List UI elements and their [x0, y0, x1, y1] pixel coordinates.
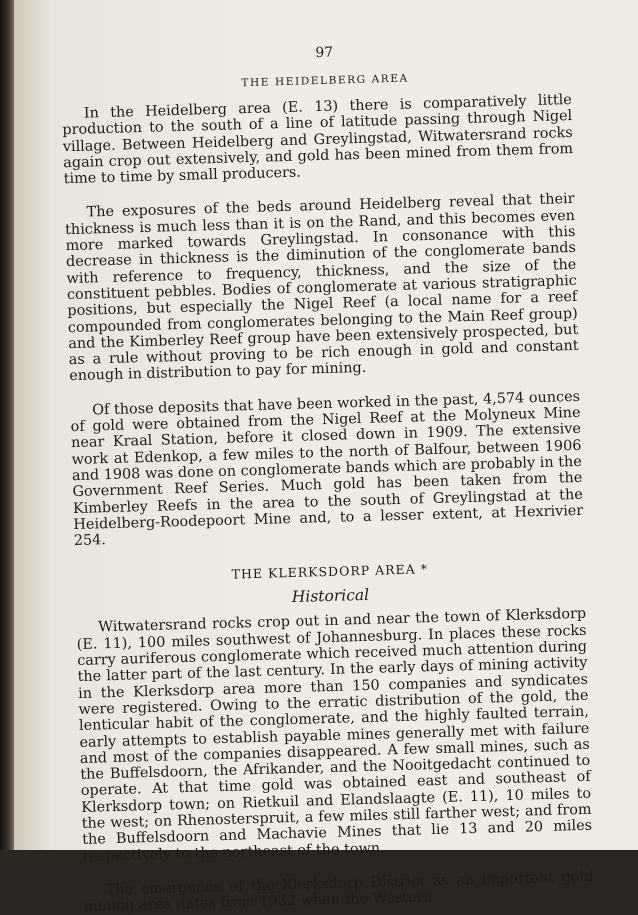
section-heading-heidelberg: THE HEIDELBERG AREA [241, 72, 409, 90]
klerksdorp-paragraph-1: Witwatersrand rocks crop out in and near the town of Klerksdorp (E. 11), 100 miles southwest of Johannesburg. In places these rocks carry auriferous conglomerate which received much attention during the latter part of the last century. In the early days of mining activity in the Klerksdorp area more than 150 companies and syndicates were registered. Owing to the erratic distribution of the gold, the lenticular habit of the conglomerate, and the highly faulted terrain, early attempts to establish payable mines generally met with failure and most of the companies disappeared. A few small mines, such as the Buffelsdoorn, the Afrikander, and the Nooitgedacht continued to operate. At that time gold was obtained east and southeast of Klerksdorp town; on Rietkuil and Elandslaagte (E. 11), 10 miles to the west; on Rhenosterspruit, a few miles still farther west; and from the Buffelsdoorn and Machavie Mines that lie 13 and 20 miles respectively to the northeast of the town. [76, 606, 593, 865]
klerksdorp-paragraph-2: The emergence of the Klerksdorp District as an important gold mining area dates from 1932 when the Western [83, 868, 594, 915]
section-heading-klerksdorp: THE KLERKSDORP AREA * [231, 561, 429, 583]
page-content [60, 38, 594, 915]
heidelberg-paragraph-2: The exposures of the beds around Heidelberg reveal that their thickness is much less than it is on the Rand, and this becomes even more marked towards Greylingstad. In consonance with this decrease in thickness is the diminution of the conglomerate bands with reference to frequency, thickness, and the size of the constituent pebbles. Bodies of conglomerate at various stratigraphic positions, but especially the Nigel Reef (a local name for a reef compounded from conglomerates belonging to the Main Reef group) and the Kimberley Reef group have been extensively prospected, but as a rule without proving to be rich enough in gold and constant enough in distribution to pay for mining. [64, 191, 579, 385]
book-page [14, 0, 638, 915]
heidelberg-paragraph-3: Of those deposits that have been worked in the past, 4,574 ounces of gold were obtained from the Nigel Reef at the Molyneux Mine near Kraal Station, before it closed down in 1909. The extensive work at Edenkop, a few miles to the north of Balfour, between 1906 and 1908 was done on conglomerate bands which are probably in the Government Reef Series. Much gold has been taken from the Kimberley Reefs in the area to the south of Greylingstad at the Heidelberg-Roodepoort Mine and, to a lesser extent, at Hexrivier 254. [70, 388, 584, 550]
book-gutter [0, 0, 14, 850]
heidelberg-paragraph-1: In the Heidelberg area (E. 13) there is comparatively little production to the south of a line of latitude passing through Nigel village. Between Heidelberg and Greylingstad, Witwatersrand rocks again crop out extensively, and gold has been mined from them from time to time by small producers. [62, 91, 574, 188]
page-number: 97 [315, 44, 334, 62]
subheading-historical: Historical [291, 586, 370, 607]
